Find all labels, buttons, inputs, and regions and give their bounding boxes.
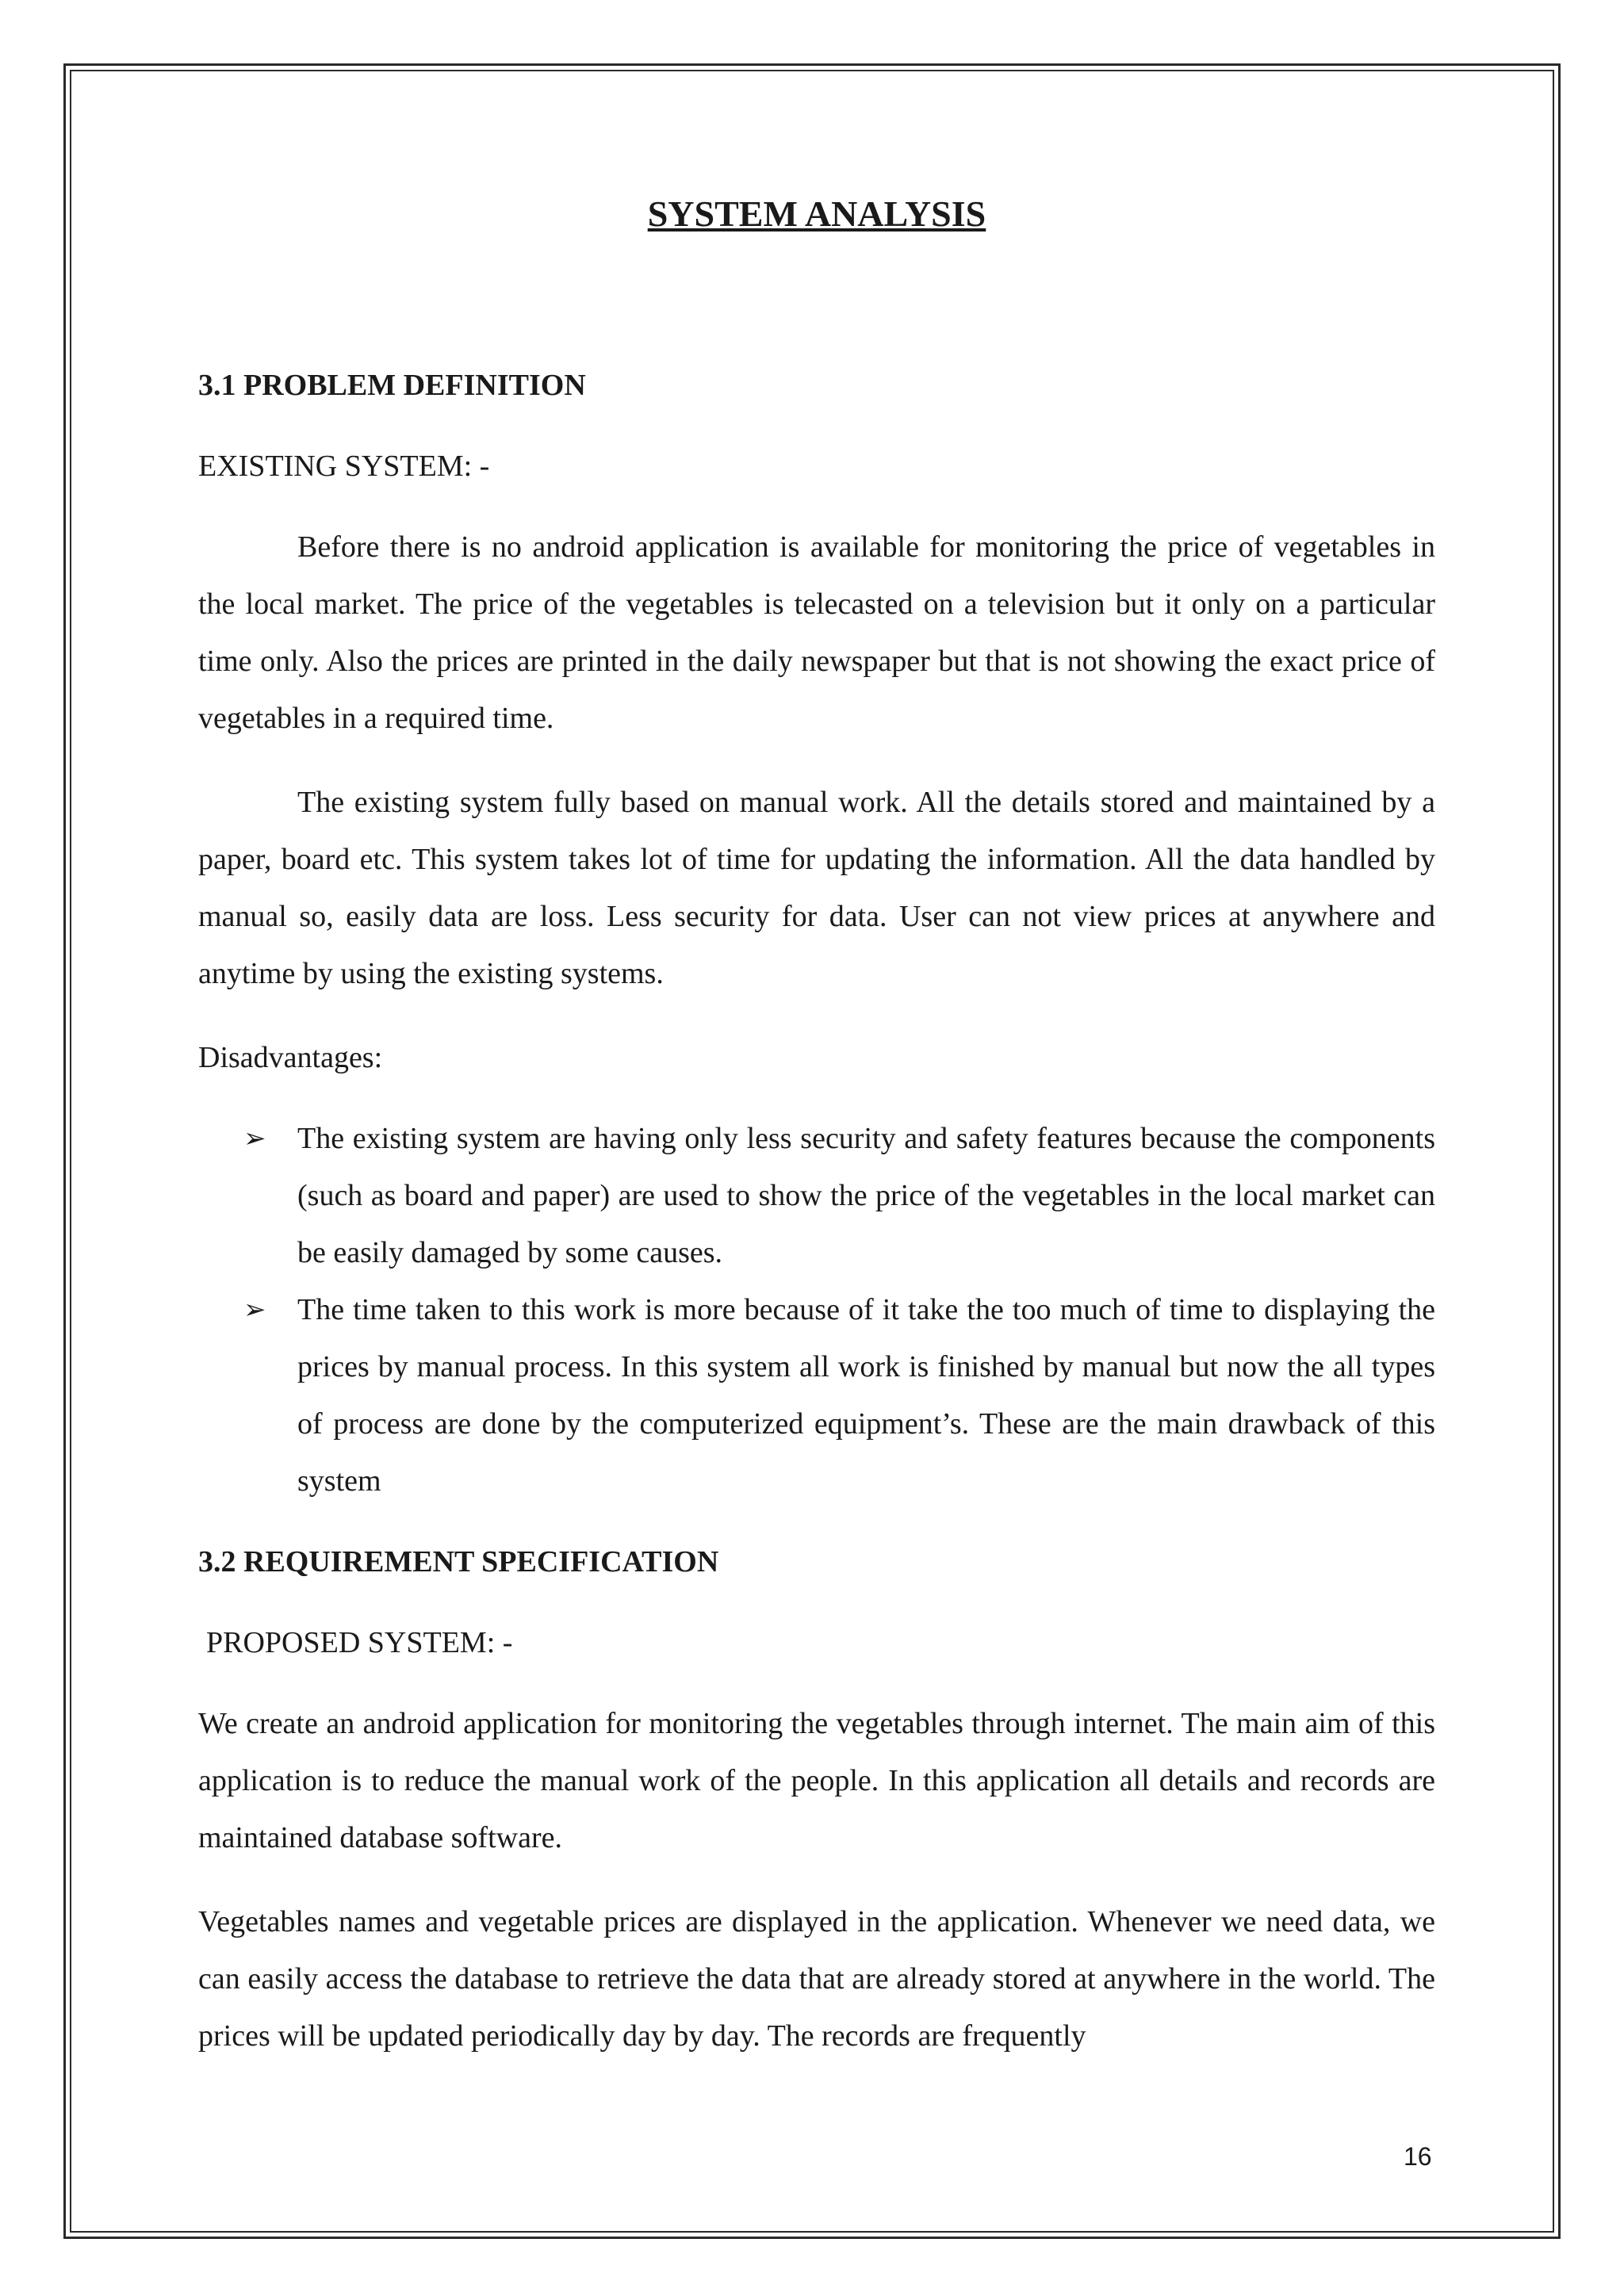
- list-item-text: The existing system are having only less security and safety features because the components (such as board and paper) are used to show the price of the vegetables in the local market can be easily damaged by some causes.: [297, 1122, 1435, 1269]
- existing-system-label: EXISTING SYSTEM: -: [198, 450, 490, 483]
- list-item: [243, 1281, 1435, 1510]
- page-title: SYSTEM ANALYSIS: [647, 193, 986, 234]
- arrow-bullet-icon: ➢: [243, 1294, 266, 1326]
- paragraph-existing-1: Before there is no android application is available for monitoring the price of vegetables in the local market. The price of the vegetables is telecasted on a television but it only on a particular time only. Also the prices are printed in the daily newspaper but that is not showing the exact price of vegetables in a required time.: [198, 530, 1435, 735]
- section-heading-requirement-specification: 3.2 REQUIREMENT SPECIFICATION: [198, 1545, 719, 1578]
- disadvantages-label: Disadvantages:: [198, 1041, 383, 1074]
- section-heading-problem-definition: 3.1 PROBLEM DEFINITION: [198, 369, 586, 402]
- list-item-text: The time taken to this work is more because of it take the too much of time to displaying the prices by manual process. In this system all work is finished by manual but now the all types of process are done by the computerized equipment’s. These are the main drawback of this system: [297, 1293, 1435, 1498]
- paragraph-proposed-1: We create an android application for monitoring the vegetables through internet. The main aim of this application is to reduce the manual work of the people. In this application all details and records are maintained database software.: [198, 1707, 1435, 1854]
- list-item: [243, 1110, 1435, 1281]
- paragraph-proposed-2: Vegetables names and vegetable prices are displayed in the application. Whenever we need data, we can easily access the database to retrieve the data that are already stored at anywhere in the world. The prices will be updated periodically day by day. The records are frequently: [198, 1905, 1435, 2053]
- page-number: 16: [1404, 2142, 1432, 2171]
- paragraph-existing-2: The existing system fully based on manual work. All the details stored and maintained by a paper, board etc. This system takes lot of time for updating the information. All the data handled by manual so, easily data are loss. Less security for data. User can not view prices at anywhere and anytime by using the existing systems.: [198, 786, 1435, 990]
- disadvantages-list: [198, 1110, 1435, 1510]
- arrow-bullet-icon: ➢: [243, 1123, 266, 1154]
- proposed-system-label: PROPOSED SYSTEM: -: [206, 1626, 513, 1659]
- page-content: [198, 190, 1435, 2091]
